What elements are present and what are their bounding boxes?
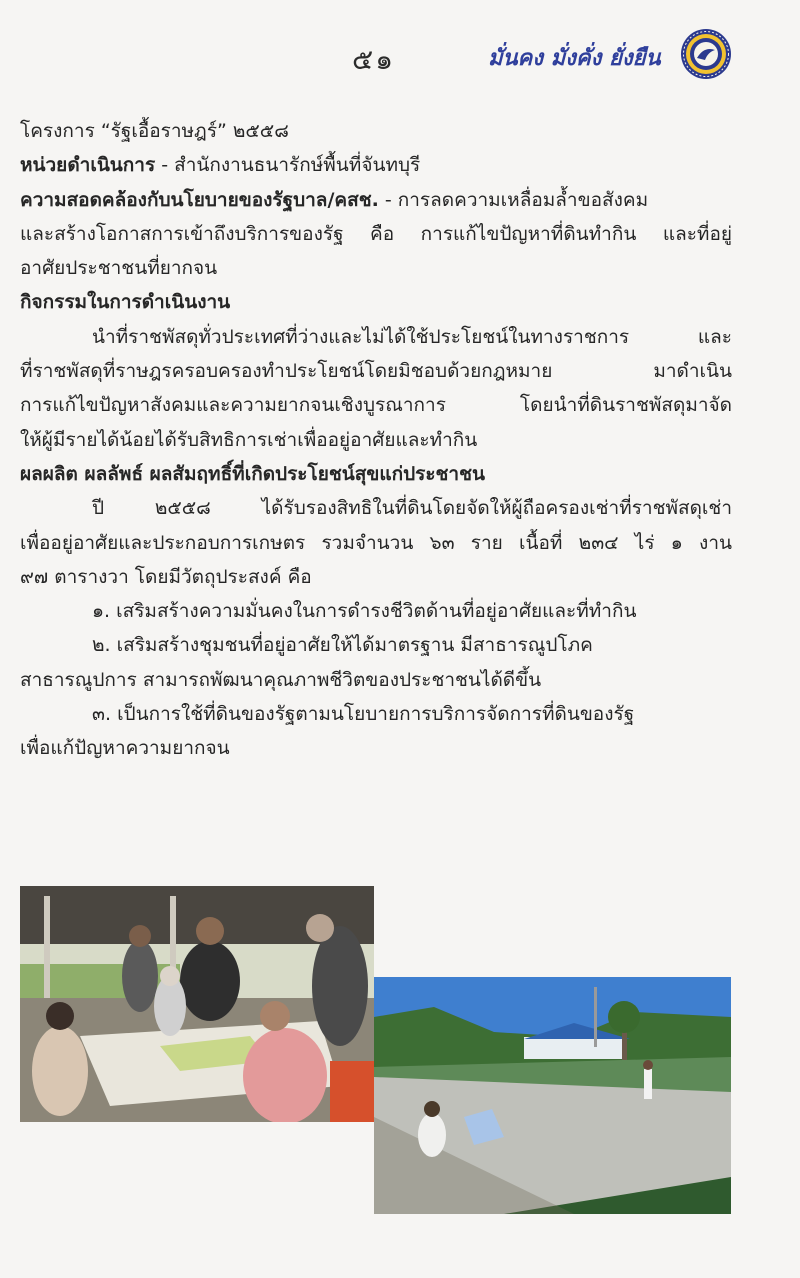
- agency-line: [20, 148, 732, 182]
- project-title: โครงการ “รัฐเอื้อราษฎร์” ๒๕๕๘: [20, 120, 289, 142]
- body-text: [20, 114, 732, 766]
- objective-item-continuation: เพื่อแก้ปัญหาความยากจน: [20, 737, 230, 760]
- policy-line-3: อาศัยประชาชนที่ยากจน: [20, 257, 218, 280]
- activities-line: ให้ผู้มีรายได้น้อยได้รับสิทธิการเช่าเพื่ออยู่อาศัยและทำกิน: [20, 428, 478, 451]
- objective-item: ๑. เสริมสร้างความมั่นคงในการดำรงชีวิตด้านที่อยู่อาศัยและที่ทำกิน: [92, 600, 637, 623]
- policy-line-1: [20, 183, 732, 217]
- policy-line-2: และสร้างโอกาสการเข้าถึงบริการของรัฐ คือ การแก้ไขปัญหาที่ดินทำกิน และที่อยู่: [20, 222, 732, 245]
- activities-line: นำที่ราชพัสดุทั่วประเทศที่ว่างและไม่ได้ใช้ประโยชน์ในทางราชการ และ: [92, 325, 732, 348]
- results-heading: ผลผลิต ผลลัพธ์ ผลสัมฤทธิ์ที่เกิดประโยชน์สุขแก่ประชาชน: [20, 462, 485, 485]
- agency-label: หน่วยดำเนินการ: [20, 154, 156, 177]
- photo-meeting: [20, 886, 374, 1122]
- photo-field-survey: [374, 977, 731, 1214]
- page-number: ๕๑: [352, 43, 395, 76]
- objective-item-continuation: สาธารณูปการ สามารถพัฒนาคุณภาพชีวิตของประชาชนได้ดีขึ้น: [20, 668, 542, 691]
- policy-value: - การลดความเหลื่อมล้ำขอสังคม: [378, 188, 649, 211]
- objective-item: ๓. เป็นการใช้ที่ดินของรัฐตามนโยบายการบริการจัดการที่ดินของรัฐ: [92, 703, 635, 726]
- emblem-logo-icon: [680, 28, 732, 80]
- results-line: ปี ๒๕๕๘ ได้รับรองสิทธิในที่ดินโดยจัดให้ผู้ถือครองเช่าที่ราชพัสดุเช่า: [92, 497, 732, 520]
- objective-item: ๒. เสริมสร้างชุมชนที่อยู่อาศัยให้ได้มาตรฐาน มีสาธารณูปโภค: [92, 634, 593, 657]
- activities-line: ที่ราชพัสดุที่ราษฎรครอบครองทำประโยชน์โดยมิชอบด้วยกฎหมาย มาดำเนิน: [20, 360, 732, 383]
- agency-value: - สำนักงานธนารักษ์พื้นที่จันทบุรี: [155, 154, 421, 177]
- activities-heading: กิจกรรมในการดำเนินงาน: [20, 291, 231, 314]
- activities-line: การแก้ไขปัญหาสังคมและความยากจนเชิงบูรณาการ โดยนำที่ดินราชพัสดุมาจัด: [20, 394, 732, 417]
- slogan-header: มั่นคง มั่งคั่ง ยั่งยืน: [488, 46, 661, 71]
- results-line: เพื่ออยู่อาศัยและประกอบการเกษตร รวมจำนวน ๖๓ ราย เนื้อที่ ๒๓๔ ไร่ ๑ งาน: [20, 531, 732, 554]
- policy-label: ความสอดคล้องกับนโยบายของรัฐบาล/คสช.: [20, 188, 379, 211]
- results-line: ๙๗ ตารางวา โดยมีวัตถุประสงค์ คือ: [20, 565, 312, 588]
